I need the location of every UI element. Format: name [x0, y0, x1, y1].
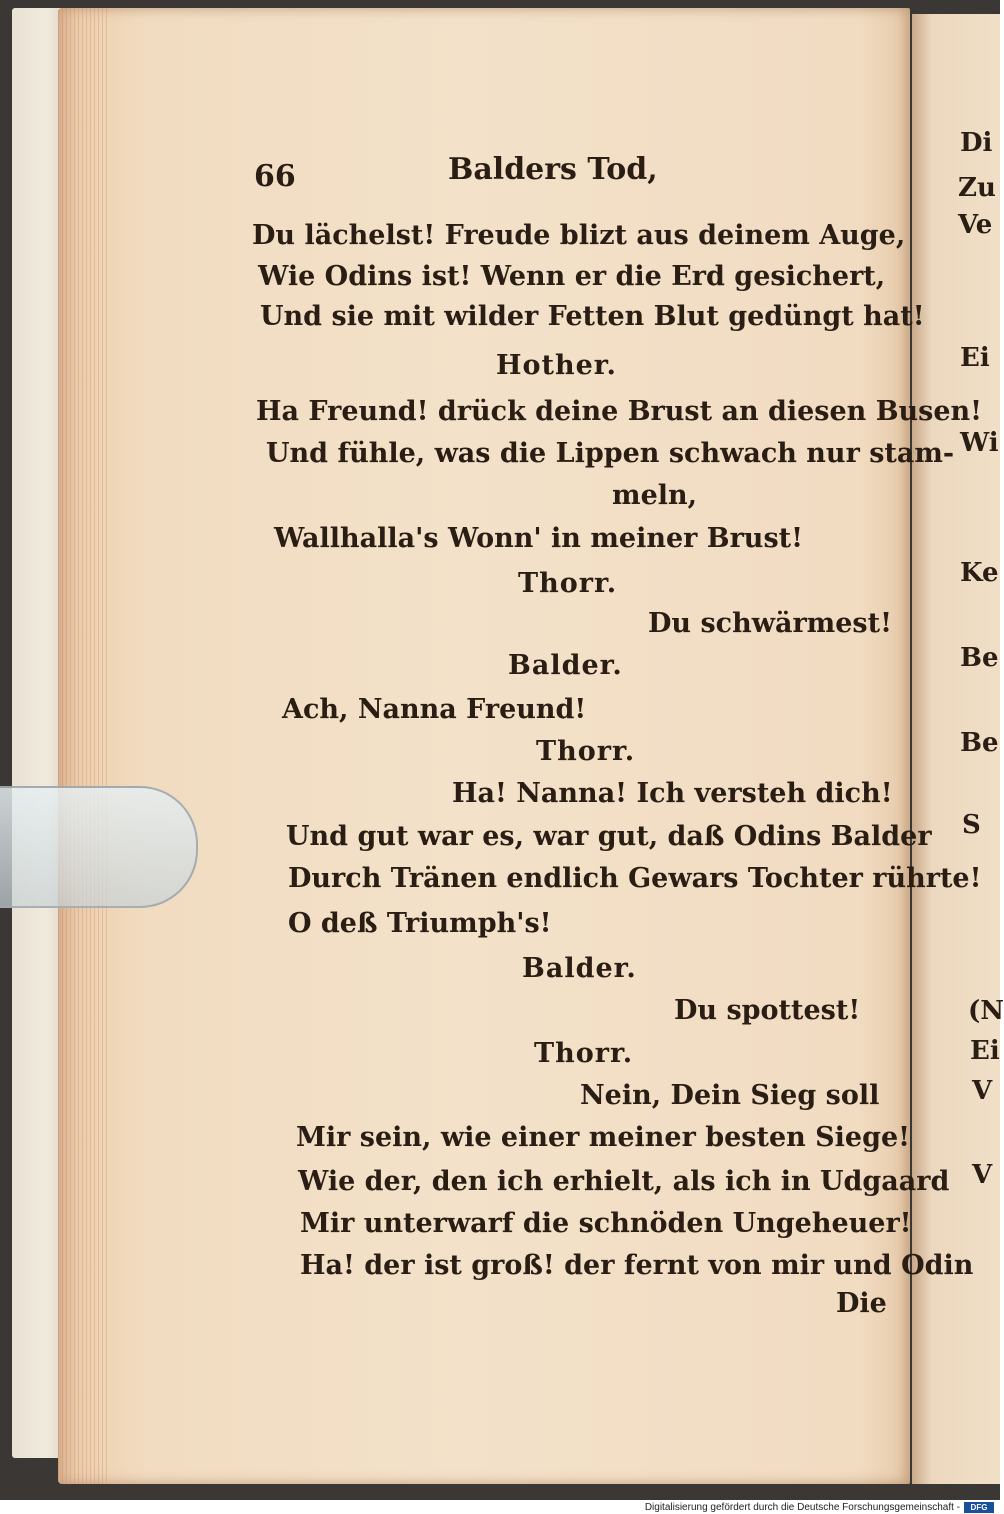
verse-line: Wie der, den ich erhielt, als ich in Udgaard	[298, 1166, 950, 1197]
verse-line: Und fühle, was die Lippen schwach nur stam-	[266, 438, 955, 469]
verse-line: O deß Triumph's!	[288, 908, 552, 939]
facing-fragment: Ke	[960, 558, 999, 588]
facing-fragment: V	[972, 1160, 993, 1190]
facing-fragment: Ei	[960, 343, 990, 373]
verse-line: Ach, Nanna Freund!	[282, 694, 587, 725]
footer-credit: Digitalisierung gefördert durch die Deutsche Forschungsgemeinschaft -	[644, 1502, 960, 1513]
dfg-logo: DFG	[964, 1502, 994, 1513]
speaker-name: Balder.	[508, 650, 623, 681]
verse-line: Und gut war es, war gut, daß Odins Balder	[286, 821, 932, 852]
page-edge-stack	[58, 8, 110, 1484]
speaker-name: Thorr.	[518, 568, 618, 599]
verse-line: meln,	[612, 480, 698, 511]
catchword: Die	[836, 1288, 887, 1319]
facing-fragment: Ei	[970, 1036, 1000, 1066]
verse-line: Ha! Nanna! Ich versteh dich!	[452, 778, 893, 809]
page-number: 66	[254, 159, 296, 194]
facing-fragment: S	[962, 810, 981, 840]
facing-fragment: Be	[960, 728, 999, 758]
speaker-name: Hother.	[496, 350, 617, 381]
verse-line: Mir unterwarf die schnöden Ungeheuer!	[300, 1208, 912, 1239]
verse-line: Ha Freund! drück deine Brust an diesen Busen!	[256, 396, 983, 427]
facing-fragment: Zu	[958, 173, 996, 203]
verse-line: Du spottest!	[674, 995, 861, 1026]
facing-fragment: Wi	[960, 428, 999, 458]
verse-line: Mir sein, wie einer meiner besten Siege!	[296, 1122, 910, 1153]
facing-fragment: Di	[960, 128, 993, 158]
verse-line: Wallhalla's Wonn' in meiner Brust!	[274, 523, 803, 554]
facing-fragment: (N	[968, 996, 1004, 1026]
speaker-name: Thorr.	[534, 1038, 634, 1069]
verse-line: Nein, Dein Sieg soll	[580, 1080, 880, 1111]
speaker-name: Thorr.	[536, 736, 636, 767]
verse-line: Ha! der ist groß! der fernt von mir und Odin	[300, 1250, 974, 1281]
verse-line: Wie Odins ist! Wenn er die Erd gesichert,	[258, 261, 886, 292]
verse-line: Du lächelst! Freude blizt aus deinem Auge,	[252, 220, 906, 251]
verse-line: Und sie mit wilder Fetten Blut gedüngt hat!	[260, 301, 925, 332]
running-title: Balders Tod,	[448, 152, 658, 187]
speaker-name: Balder.	[522, 953, 637, 984]
facing-fragment: V	[972, 1076, 993, 1106]
page-clip	[0, 786, 198, 908]
verse-line: Du schwärmest!	[648, 608, 892, 639]
facing-fragment: Be	[960, 643, 999, 673]
facing-fragment: Ve	[958, 210, 993, 240]
verse-line: Durch Tränen endlich Gewars Tochter rührte!	[288, 863, 982, 894]
